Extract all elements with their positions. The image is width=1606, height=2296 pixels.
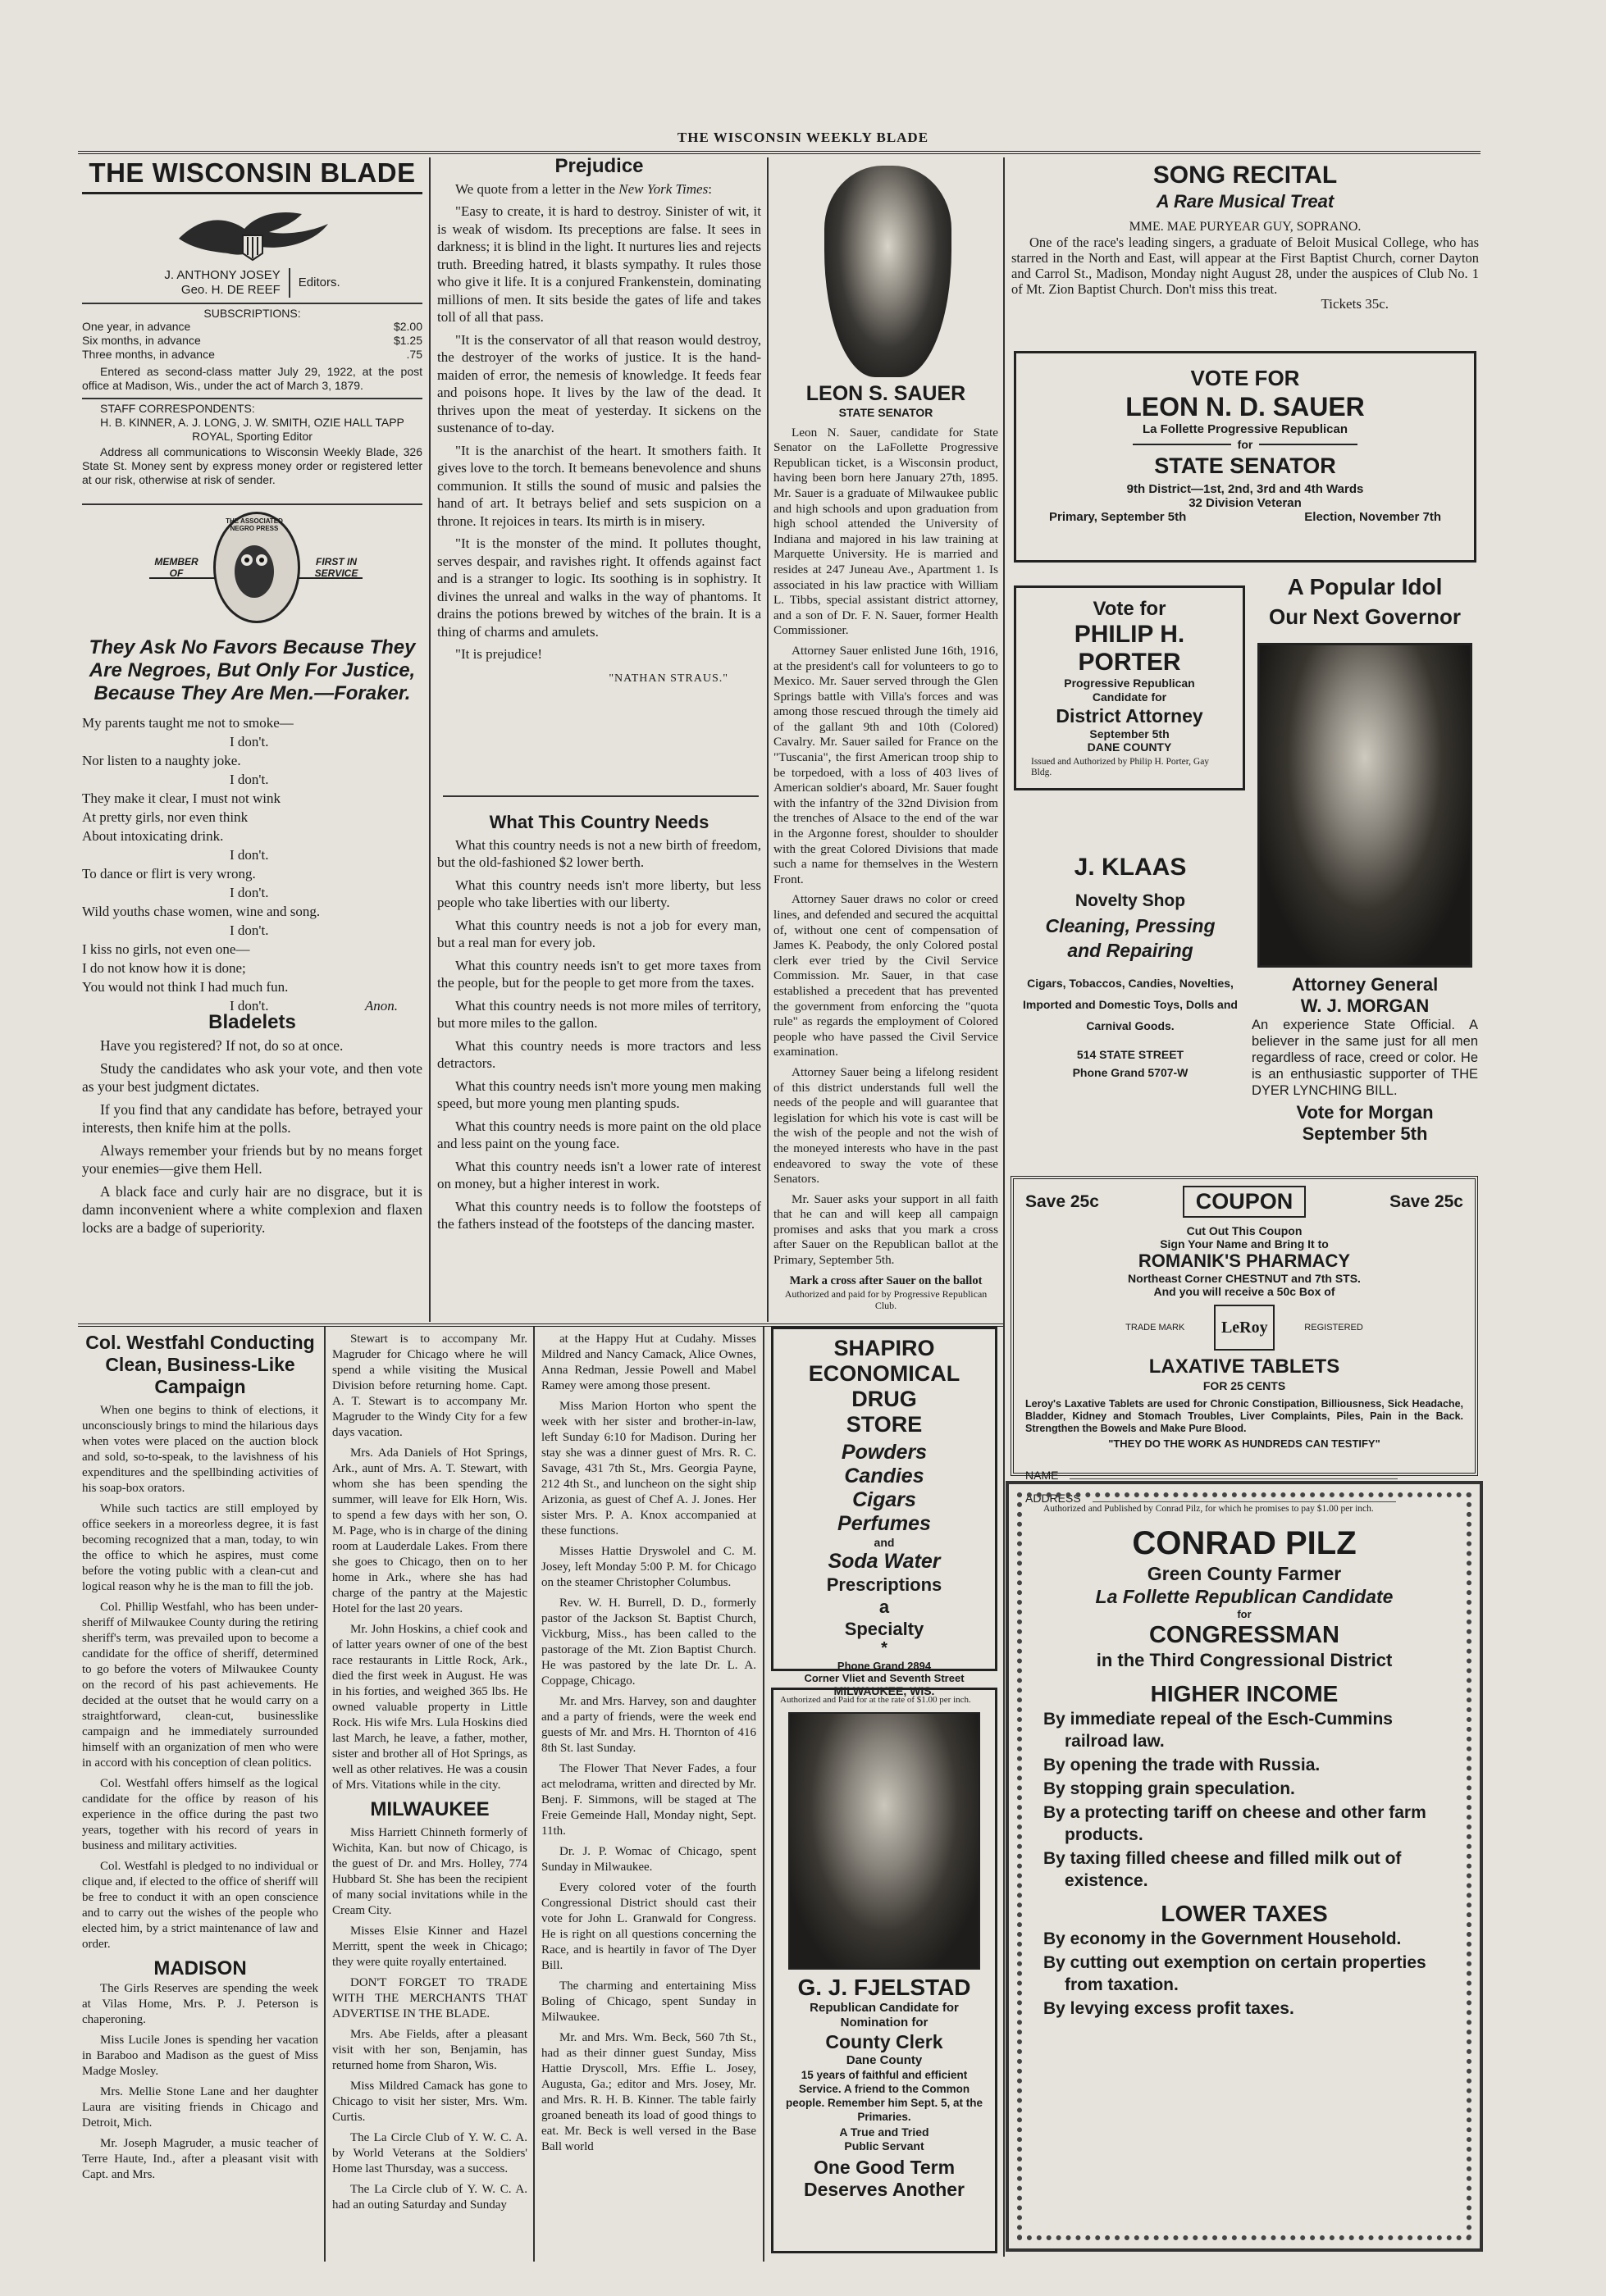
paragraph: Attorney Sauer enlisted June 16th, 1916, at the president's call for volunteers to go to Mexico. Mr. Sauer served through the Glen Springs battle with Villa's forces and was among those rescued through the timely aid of the gallant 9th and 10th (Colored) Cavalry. Mr. Sauer sailed for France on the "Tuscania", the first American troop ship to be torpedoed, with a loss of 403 lives of American soldier's aboard, Mr. Sauer fought with the infantry of the 32nd Division from the trenches of Alsace to the end of the war in the Argonne forest, shoulder to shoulder with the great Colored Divisions that made such a name for themselves in the Western Front. (773, 643, 998, 886)
editors-label: Editors. (298, 276, 340, 289)
income-item: By stopping grain speculation. (1043, 1779, 1295, 1798)
income-list (1043, 1708, 1445, 1892)
poem-line: I don't. (230, 922, 269, 938)
pilz-authorization: Authorized and Published by Conrad Pilz, for which he promises to pay $1.00 per inch. (1043, 1504, 1374, 1514)
fjelstad-true: A True and Tried (839, 2125, 929, 2139)
subscription-label: Six months, in advance (82, 334, 201, 347)
election-dates (1016, 510, 1474, 524)
milwaukee-body (332, 1825, 527, 2213)
editor-name: Geo. H. DE REEF (180, 283, 281, 297)
fjelstad-line-2: Nomination for (840, 2016, 928, 2029)
prejudice-intro: We quote from a letter in the (455, 180, 619, 197)
shapiro-and: and (874, 1536, 895, 1549)
westfahl-article (82, 1332, 318, 2262)
shapiro-ad (771, 1327, 997, 1697)
subscription-price: .75 (406, 348, 422, 361)
poem-last-line: I don't. (230, 998, 269, 1014)
coupon-name-row (1025, 1467, 1463, 1482)
pharmacy-corner: Northeast Corner CHESTNUT and 7th STS. (1128, 1272, 1361, 1285)
paragraph: Miss Marion Horton who spent the week with her sister and brother-in-law, left Sunday 6:10 for Madison. During her stay she was a dinner guest of Mrs. R. C. Savage, 431 7th St., Mrs. Georgia Payne, 212 4th St., and luncheon on the sight ship Arizonia, as guest of Chef A. J. Jones. Her sister Mrs. P. A. Knox accompanied at these functions. (541, 1400, 756, 1538)
klaas-address: 514 STATE STREET (1076, 1048, 1184, 1061)
for-label: for (1237, 438, 1253, 451)
paragraph: Always remember your friends but by no means forget your enemies—give them Hell. (82, 1142, 422, 1177)
column-rule (1003, 157, 1005, 2257)
fjelstad-photo (788, 1712, 980, 1970)
porter-ad (1014, 585, 1245, 790)
header-rule (78, 151, 1481, 154)
product-name: LAXATIVE TABLETS (1148, 1355, 1340, 1378)
recital-title: SONG RECITAL (1152, 162, 1338, 189)
paragraph: "Easy to create, it is hard to destroy. Sinister of wit, it is weak of wisdom. Its preceptions are false. It sees in darkness; it is blind in the light. It nurtures lies and rejects truth. Breeding hatred, it blasts sympathy. It rules those who give it life. It is a conjured Frankenstein, dominating millions of men. It sits beside the gates of life and takes toll of all that pass. (437, 203, 761, 325)
klaas-phone: Phone Grand 5707-W (1072, 1066, 1189, 1079)
paragraph: If you find that any candidate has before, betrayed your interests, then knife him at the polls. (82, 1101, 422, 1136)
paragraph: Every colored voter of the fourth Congressional District should cast their vote for John L. Granwald for Congress. He is right on all questions concerning the Race, and is heartily in favor of The Dyer Bill. (541, 1881, 756, 1972)
pharmacy-name: ROMANIK'S PHARMACY (1138, 1250, 1351, 1271)
column-rule (763, 1327, 764, 2262)
paragraph: Have you registered? If not, do so at once. (100, 1037, 344, 1054)
more-notes-body (541, 1332, 756, 2155)
registered-label: REGISTERED (1304, 1323, 1363, 1332)
porter-line-2: Candidate for (1092, 690, 1167, 704)
shapiro-city: MILWAUKEE, WIS. (833, 1684, 935, 1697)
porter-name-2: PORTER (1078, 649, 1181, 676)
subscriptions-heading: SUBSCRIPTIONS: (203, 307, 301, 320)
bladelets (82, 1011, 422, 1319)
porter-date: September 5th (1089, 727, 1170, 740)
paragraph: DON'T FORGET TO TRADE WITH THE MERCHANTS THAT ADVERTISE IN THE BLADE. (332, 1976, 527, 2020)
klaas-goods: Cigars, Tobaccos, Candies, Novelties, Imported and Domestic Toys, Dolls and Carnival Goods. (1023, 977, 1238, 1032)
candidate-veteran: 32 Division Veteran (1189, 496, 1302, 510)
shapiro-name (773, 1336, 995, 1437)
klaas-line-3: and Repairing (1067, 940, 1193, 961)
vote-for-label: VOTE FOR (1190, 366, 1300, 390)
paragraph: The charming and entertaining Miss Boling of Chicago, spent Sunday in Milwaukee. (541, 1979, 756, 2024)
idol-title-1: A Popular Idol (1287, 574, 1443, 599)
shapiro-star: * (881, 1639, 887, 1657)
coupon-header (1025, 1186, 1463, 1218)
shapiro-soda: Soda Water (828, 1550, 941, 1573)
fjelstad-name: G. J. FJELSTAD (797, 1975, 971, 2000)
recital-tickets: Tickets 35c. (1321, 296, 1389, 312)
poem-line: I do not know how it is done; (82, 960, 246, 976)
paragraph: Col. Phillip Westfahl, who has been under-sheriff of Milwaukee County during the retiring sheriff's term, was prevailed upon to become a candidate for the office of sheriff, determined to go before the voters of Milwaukee County on the record of his past achievements. He decided at the outset that he would carry on a straightforward, clean-cut, businesslike campaign and he immediately surrounded himself with an organization of men who were in accord with his conception of clean politics. (82, 1601, 318, 1770)
sauer-mark-note: Mark a cross after Sauer on the ballot (789, 1273, 983, 1287)
poem-line: I don't. (230, 885, 269, 900)
poem-line: Wild youths chase women, wine and song. (82, 904, 321, 919)
shapiro-item: Powders (841, 1441, 928, 1464)
paragraph: What this country needs is more tractors and less detractors. (437, 1037, 761, 1071)
fjelstad-office: County Clerk (825, 2031, 943, 2052)
staff-heading: STAFF CORRESPONDENTS: (100, 402, 255, 415)
idol-caption-2: W. J. MORGAN (1300, 995, 1430, 1016)
product-slogan: "THEY DO THE WORK AS HUNDREDS CAN TESTIFY" (1108, 1437, 1380, 1450)
pilz-party: La Follette Republican Candidate (1095, 1586, 1394, 1607)
shapiro-items (773, 1441, 995, 1536)
address-label: ADDRESS (1025, 1492, 1081, 1505)
candidate-name: LEON N. D. SAUER (1125, 392, 1365, 421)
candidate-office: STATE SENATOR (1154, 453, 1336, 478)
paragraph: Col. Westfahl offers himself as the logical candidate for the office by reason of his experience in the office during the past two years, together with his record of years in business and military activities. (82, 1777, 318, 1852)
paragraph: Mr. Sauer asks your support in all faith that he can and will keep all campaign promises and asks that you mark a cross after Sauer on the Republican ballot at the Primary, September 5th. (773, 1191, 998, 1268)
porter-vote-for: Vote for (1093, 598, 1166, 620)
name-field[interactable] (1070, 1467, 1398, 1479)
paragraph: What this country needs isn't to get more taxes from the people, but for the people to get more from the taxes. (437, 957, 761, 991)
paragraph: at the Happy Hut at Cudahy. Misses Mildred and Nancy Camack, Alice Ownes, Anna Redman, Jessie Powell and Mabel Ramey were among those present. (541, 1332, 756, 1392)
prejudice-body (437, 203, 761, 663)
masthead (82, 157, 422, 510)
masthead-title: THE WISCONSIN BLADE (82, 157, 422, 194)
shapiro-item: Candies (844, 1465, 924, 1487)
coupon-sign: Sign Your Name and Bring It to (1160, 1237, 1329, 1250)
paragraph: A black face and curly hair are no disgrace, but it is damn inconvenient where a white complexion and flaxen locks are a badge of superiority. (82, 1183, 422, 1236)
coupon-receive: And you will receive a 50c Box of (1153, 1285, 1335, 1298)
pilz-ad (1006, 1481, 1483, 2252)
shapiro-prescription-line: Prescriptions (826, 1574, 942, 1595)
shapiro-item: Cigars (852, 1488, 916, 1511)
leroy-logo: LeRoy (1214, 1305, 1275, 1351)
paragraph: Mrs. Mellie Stone Lane and her daughter Laura are visiting friends in Chicago and Detroit, Mich. (82, 2085, 318, 2130)
popular-idol-ad (1250, 572, 1480, 1179)
fjelstad-servant: Public Servant (844, 2139, 924, 2152)
poem (82, 713, 422, 1014)
paragraph: Miss Harriett Chinneth formerly of Wichita, Kan. but now of Chicago, is the guest of Dr. and Mrs. Holley, 774 Hubbard St. She has been the recipient of many social invitations while in the Cream City. (332, 1826, 527, 1917)
porter-office: District Attorney (1056, 705, 1203, 727)
prejudice-signature: "NATHAN STRAUS." (609, 672, 728, 685)
madison-title: MADISON (153, 1957, 247, 1979)
paragraph: Dr. J. P. Womac of Chicago, spent Sunday in Milwaukee. (541, 1845, 756, 1874)
madison-body (82, 1981, 318, 2183)
paragraph: The La Circle club of Y. W. C. A. had an outing Saturday and Sunday (332, 2183, 527, 2212)
income-item: By opening the trade with Russia. (1043, 1756, 1321, 1774)
paragraph: Stewart is to accompany Mr. Magruder for Chicago where he will spend a while visiting the Musical Division before returning home. Capt. A. T. Stewart is to accompany Mr. Magruder to the Windy City for a few days vacation. (332, 1332, 527, 1439)
song-recital (1011, 161, 1479, 339)
shapiro-name-line: STORE (846, 1412, 923, 1437)
prejudice-source: New York Times (618, 180, 709, 197)
paragraph: What this country needs isn't a lower rate of interest on money, but a higher interest in work. (437, 1158, 761, 1191)
paragraph: "It is the anarchist of the heart. It smothers faith. It gives love to the torch. It bemeans benevolence and shuns communion. It stills the sound of music and palsies the hand of art. It betrays belief and sets suspicion on a throne. It rejoices in tears. Its mirth is in misery. (437, 442, 761, 529)
klaas-line-2: Cleaning, Pressing (1045, 915, 1216, 936)
prejudice-intro-end: : (708, 180, 712, 197)
pilz-for: for (1237, 1608, 1252, 1620)
fjelstad-slogan-2: Deserves Another (803, 2179, 965, 2200)
paragraph: Mrs. Abe Fields, after a pleasant visit with her son, Benjamin, has returned home from Sharon, Wis. (332, 2028, 527, 2072)
save-left: Save 25c (1025, 1191, 1099, 1211)
country-needs-body (437, 836, 761, 1233)
poem-line: About intoxicating drink. (82, 828, 224, 844)
idol-vote-1: Vote for Morgan (1296, 1102, 1434, 1123)
name-label: NAME (1025, 1469, 1059, 1482)
bladelets-body (82, 1036, 422, 1237)
morgan-photo (1257, 643, 1472, 968)
column-rule (429, 157, 431, 1322)
paragraph: Leon N. Sauer, candidate for State Senator on the LaFollette Progressive Republican ticket, is a Wisconsin product, having been born here January 27th, 1895. Mr. Sauer is a graduate of Milwaukee public and high schools and upon graduation from high school attended the University of Indiana and majored in his law training at Marquette University. He is married and resides at 247 Juneau Ave., Apartment 1. Is associated in his law practice with William L. Tibbs, special assistant district attorney, and a son of Dr. F. N. Sauer, former Health Commissioner. (773, 425, 998, 638)
westfahl-body (82, 1403, 318, 1952)
paragraph: Attorney Sauer being a lifelong resident of this district understands full well the needs of the people and will guarantee that legislation for which his vote is cast will be the wish of the people and not the wish of the moneyed interests who have in the past endeavored to sway the vote of these Senators. (773, 1064, 998, 1187)
social-notes (332, 1332, 527, 2262)
recital-text: One of the race's leading singers, a graduate of Beloit Musical College, who has starred in the North and East, will appear at the First Baptist Church, corner Dayton and Carrol St., Madison, Monday night August 28, under the auspices of Club No. 1 of Mt. Zion Baptist Church. Don't miss this treat. (1011, 235, 1479, 297)
paragraph: The Girls Reserves are spending the week at Vilas Home, Mrs. P. J. Peterson is chaperoning. (82, 1982, 318, 2026)
country-needs-title: What This Country Needs (489, 812, 709, 832)
sauer-authorization: Authorized and paid for by Progressive Republican Club. (784, 1288, 988, 1312)
sauer-article (773, 382, 998, 1322)
paragraph: Miss Lucile Jones is spending her vacation in Baraboo and Madison as the guest of Miss Madge Mosley. (82, 2034, 318, 2078)
poem-line: I kiss no girls, not even one— (82, 941, 250, 957)
recital-performer: MME. MAE PURYEAR GUY, SOPRANO. (1129, 220, 1362, 234)
poem-lines (82, 713, 422, 996)
poem-line: At pretty girls, nor even think (82, 809, 249, 825)
more-notes (541, 1332, 756, 2262)
vote-sauer-ad (1014, 351, 1476, 563)
poem-line: To dance or flirt is very wrong. (82, 866, 256, 882)
column-rule (767, 157, 769, 1322)
poem-line: You would not think I had much fun. (82, 979, 289, 995)
income-title: HIGHER INCOME (1150, 1681, 1339, 1706)
member-label: MEMBER OF (154, 556, 198, 579)
election-date: Election, November 7th (1304, 510, 1441, 524)
income-item: By a protecting tariff on cheese and other farm products. (1043, 1803, 1426, 1844)
paragraph: What this country needs is to follow the footsteps of the fathers instead of the footsteps of the dancing master. (437, 1198, 761, 1232)
poem-author: Anon. (364, 998, 398, 1014)
porter-name-1: PHILIP H. (1074, 621, 1185, 648)
paragraph: Mr. John Hoskins, a chief cook and of latter years owner of one of the best race restaurants in Little Rock, Ark., died the first week in August. He was in his forties, and weighed 365 lbs. He owned valuable property in Little Rock. His wife Mrs. Lula Hoskins died last March, he leave, a father, mother, sister and brother all of Hot Springs, as well as other relatives. He was a cousin of Mrs. Vitations while in the city. (332, 1623, 527, 1792)
income-item: By taxing filled cheese and filled milk out of existence. (1043, 1849, 1402, 1890)
first-in-service-label: FIRST IN SERVICE (314, 556, 358, 579)
paragraph: What this country needs is not a job for every man, but a real man for every job. (437, 917, 761, 950)
coupon-title: COUPON (1183, 1186, 1307, 1218)
candidate-party: La Follette Progressive Republican (1142, 422, 1348, 436)
shapiro-prescriptions (773, 1574, 995, 1640)
paragraph: "It is the conservator of all that reason would destroy, the destroyer of the works of justice. It is the hand-maiden of error, the nemesis of knowledge. It feeds fear and poisons hope. It lives by the law of the dead. It thrives upon the meat of yesterday. It sickens on the sustenance of to-day. (437, 331, 761, 435)
paragraph: What this country needs is not more miles of territory, but more miles to the gallon. (437, 997, 761, 1031)
paragraph: Mr. and Mrs. Harvey, son and daughter and a party of friends, were the week end guests of Mr. and Mrs. H. Thornton of 416 8th St. last Sunday. (541, 1695, 756, 1755)
paragraph: Miss Mildred Camack has gone to Chicago to visit her sister, Mrs. Wm. Curtis. (332, 2080, 527, 2124)
recital-subtitle: A Rare Musical Treat (1156, 191, 1335, 212)
idol-vote-2: September 5th (1302, 1123, 1428, 1144)
paragraph: Mrs. Ada Daniels of Hot Springs, Ark., aunt of Mrs. A. T. Stewart, with whom she has been spending the summer, will leave for Elk Horn, Wis. to spend a few days with her son, O. M. Page, who is in charge of the dining room at Lauderdale Lakes. From there she goes to Chicago, then on to her home in Ark., where she has had charge of the pantry at the Majestic Hotel for the last 20 years. (332, 1446, 527, 1615)
taxes-item: By levying excess profit taxes. (1043, 1999, 1294, 2018)
paragraph: Mr. and Mrs. Wm. Beck, 560 7th St., had as their dinner guest Sunday, Miss Hattie Dryscoll, Mrs. Effie L. Josey, Augusta, Ga.; editor and Mrs. Josey, Mr. and Mrs. R. H. B. Kinner. The table fairly groaned beneath its load of good things to eat. Mr. Beck is well versed in the Base Ball world (541, 2031, 756, 2153)
sauer-name: LEON S. SAUER (805, 382, 966, 405)
staff-list: H. B. KINNER, A. J. LONG, J. W. SMITH, OZIE HALL TAPP ROYAL, Sporting Editor (100, 416, 404, 443)
pilz-office: CONGRESSMAN (1148, 1622, 1339, 1648)
idol-title-2: Our Next Governor (1268, 604, 1462, 629)
poem-line: My parents taught me not to smoke— (82, 715, 294, 731)
klaas-ad (1007, 853, 1253, 1132)
fjelstad-text: 15 years of faithful and efficient Service. A friend to the Common people. Remember him Sept. 5, at the Primaries. (785, 2069, 983, 2123)
for-divider (1016, 438, 1474, 451)
porter-county: DANE COUNTY (1087, 740, 1172, 754)
pilz-district: in the Third Congressional District (1096, 1650, 1393, 1670)
poem-line: Nor listen to a naughty joke. (82, 753, 241, 768)
porter-line-1: Progressive Republican (1064, 676, 1195, 690)
milwaukee-title: MILWAUKEE (370, 1798, 490, 1820)
shapiro-name-line: DRUG (851, 1387, 917, 1411)
poem-line: I don't. (230, 734, 269, 749)
paragraph: Col. Westfahl is pledged to no individual or clique and, if elected to the office of sheriff will be free to conduct it with an open conscience and to carry out the wishes of the people who elected him, by a strict maintenance of law and order. (82, 1860, 318, 1951)
paragraph: Study the candidates who ask your vote, and then vote as your best judgment dictates. (82, 1060, 422, 1095)
social-notes-body (332, 1332, 527, 1793)
taxes-item: By economy in the Government Household. (1043, 1929, 1402, 1948)
paragraph: Misses Elsie Kinner and Hazel Merritt, spent the week in Chicago; they were quite royally entertained. (332, 1925, 527, 1969)
prejudice-title: Prejudice (554, 155, 644, 177)
anp-seal (213, 512, 300, 623)
subscription-label: Three months, in advance (82, 348, 215, 361)
leroy-trademark (1025, 1305, 1463, 1351)
eagle-icon (171, 199, 335, 265)
sauer-subtitle: STATE SENATOR (838, 406, 933, 419)
fjelstad-line-1: Republican Candidate for (810, 2001, 959, 2015)
paragraph: "It is the monster of the mind. It pollutes thought, serves despair, and ravishes right. It offends against fact and is a stranger to logic. Its soothing is in sophistry. It divines the unreal and walks in the way of phantoms. It drains the potions brewed by witches of the brain. It is a thing of charms and amulets. (437, 535, 761, 640)
sauer-body (773, 426, 998, 1269)
shapiro-phone: Phone Grand 2894 (837, 1660, 932, 1672)
shapiro-name-line: ECONOMICAL (808, 1361, 960, 1386)
product-uses: Leroy's Laxative Tablets are used for Chronic Constipation, Billiousness, Sick Headache, Bladder, Kidney and Stomach Troubles, Liver Complaints, Piles, Pain in the Back. Strengthen the Bowels and Make Pure Blood. (1025, 1398, 1463, 1434)
fjelstad-county: Dane County (846, 2053, 923, 2067)
subscription-list (82, 320, 422, 362)
paragraph: Attorney Sauer draws no color or creed lines, and defended and secured the acquittal of, without one cent of compensation of James K. Peabody, the only Colored postal clerk ever tried by the Civil Service Commission. Mr. Sauer, in that case established a precedent that has prevented the government from enforcing the "quota rule" as regards the employment of Colored people who have passed the Civil Service examination. (773, 892, 998, 1059)
shapiro-corner: Corner Vliet and Seventh Street (804, 1672, 965, 1684)
shapiro-prescription-line: Specialty (844, 1619, 924, 1639)
taxes-list (1043, 1928, 1445, 2020)
anp-seal-text: THE ASSOCIATED NEGRO PRESS (226, 517, 283, 532)
paragraph: What this country needs isn't more young men making speed, but more young men planting spuds. (437, 1077, 761, 1111)
product-price: FOR 25 CENTS (1202, 1379, 1286, 1392)
column-rule (324, 1327, 326, 2262)
taxes-item: By cutting out exemption on certain properties from taxation. (1043, 1953, 1426, 1994)
fjelstad-ad (771, 1688, 997, 2253)
klaas-line-1: Novelty Shop (1074, 891, 1186, 910)
paragraph: Mr. Joseph Magruder, a music teacher of Terre Haute, Ind., after a pleasant visit with Capt. and Mrs. (82, 2137, 318, 2181)
section-rule (82, 503, 422, 505)
paragraph: What this country needs isn't more liberty, but less people who take liberties with our liberty. (437, 877, 761, 910)
poem-line: I don't. (230, 847, 269, 863)
paragraph: When one begins to think of elections, it unconsciously brings to mind the hilarious days when votes were placed on the auction block and sold, so-to-speak, to the lavishness of his expenditures and the spellbinding activities of his soap-box orators. (82, 1404, 318, 1495)
idol-caption-1: Attorney General (1291, 974, 1439, 995)
subscription-label: One year, in advance (82, 320, 191, 333)
klaas-name: J. KLAAS (1074, 854, 1187, 881)
poem-line: They make it clear, I must not wink (82, 790, 281, 806)
sauer-photo (824, 166, 951, 377)
anp-emblem (82, 508, 422, 631)
paragraph: What this country needs is more paint on the old place and less paint on the young face. (437, 1118, 761, 1151)
candidate-district: 9th District—1st, 2nd, 3rd and 4th Wards (1126, 482, 1364, 496)
coupon-ad (1011, 1176, 1478, 1505)
westfahl-title: Col. Westfahl Conducting Clean, Business-Like Campaign (85, 1332, 315, 1397)
page-header: THE WISCONSIN WEEKLY BLADE (677, 130, 929, 145)
pilz-name: CONRAD PILZ (1132, 1525, 1357, 1561)
paragraph: "It is prejudice! (455, 646, 543, 662)
paragraph: The La Circle Club of Y. W. C. A. by World Veterans at the Soldiers' Home last Thursday, was a success. (332, 2131, 527, 2175)
taxes-title: LOWER TAXES (1161, 1901, 1328, 1926)
section-rule (443, 795, 759, 797)
subscription-price: $1.25 (393, 334, 422, 347)
save-right: Save 25c (1389, 1191, 1463, 1211)
pilz-farmer: Green County Farmer (1147, 1563, 1342, 1584)
entry-notice: Entered as second-class matter July 29, 1922, at the post office at Madison, Wis., under the act of March 3, 1879. (82, 365, 422, 392)
prejudice-article (437, 157, 761, 781)
porter-authorization: Issued and Authorized by Philip H. Porter, Gay Bldg. (1031, 757, 1210, 777)
paragraph: Misses Hattie Dryswolel and C. M. Josey, left Monday 5:00 P. M. for Chicago on the steamer Christopher Columbus. (541, 1545, 756, 1589)
editor-name: J. ANTHONY JOSEY (164, 268, 281, 282)
paragraph: While such tactics are still employed by office seekers in a moreorless degree, it is fast becoming recognized that a man, today, to win the office to which he aspires, must come before the voting public with a clean-cut and logical reason why he is the man to fill the job. (82, 1502, 318, 1593)
fjelstad-authorization: Authorized and Paid for at the rate of $1.00 per inch. (780, 1695, 971, 1705)
column-rule (533, 1327, 535, 2262)
motto: They Ask No Favors Because They Are Negroes, But Only For Justice, Because They Are Men.—Foraker. (89, 636, 416, 704)
address-notice: Address all communications to Wisconsin Weekly Blade, 326 State St. Money sent by express money order or registered letter at our risk, otherwise at risk of sender. (82, 445, 422, 486)
coupon-cut: Cut Out This Coupon (1186, 1224, 1303, 1237)
poem-line: I don't. (230, 772, 269, 787)
country-needs-article (437, 813, 761, 1322)
idol-text: An experience State Official. A believer in the same just for all men regardless of race, creed or color. He is an enthusiastic supporter of THE DYER LYNCHING BILL. (1252, 1018, 1478, 1098)
primary-date: Primary, September 5th (1049, 510, 1187, 524)
bladelets-title: Bladelets (208, 1011, 296, 1033)
trade-mark-label: TRADE MARK (1125, 1323, 1185, 1332)
paragraph: What this country needs is not a new birth of freedom, but the old-fashioned $2 lower berth. (437, 836, 761, 870)
paragraph: The Flower That Never Fades, a four act melodrama, written and directed by Mr. Benj. F. Simmons, will be staged at The Freie Gemeinde Hall, Monday night, Sept. 11th. (541, 1762, 756, 1838)
subscription-price: $2.00 (393, 320, 422, 333)
fjelstad-slogan-1: One Good Term (813, 2157, 956, 2178)
shapiro-prescription-line: a (878, 1597, 890, 1617)
shapiro-name-line: SHAPIRO (833, 1336, 935, 1360)
paragraph: Rev. W. H. Burrell, D. D., formerly pastor of the Jackson St. Baptist Church, Vickburg, Miss., has been called to the pastorage of the Mt. Zion Baptist Church. He was pastored by the late Dr. L. A. Coppage, Chicago. (541, 1597, 756, 1688)
shapiro-item: Perfumes (837, 1512, 931, 1535)
income-item: By immediate repeal of the Esch-Cummins railroad law. (1043, 1710, 1393, 1751)
